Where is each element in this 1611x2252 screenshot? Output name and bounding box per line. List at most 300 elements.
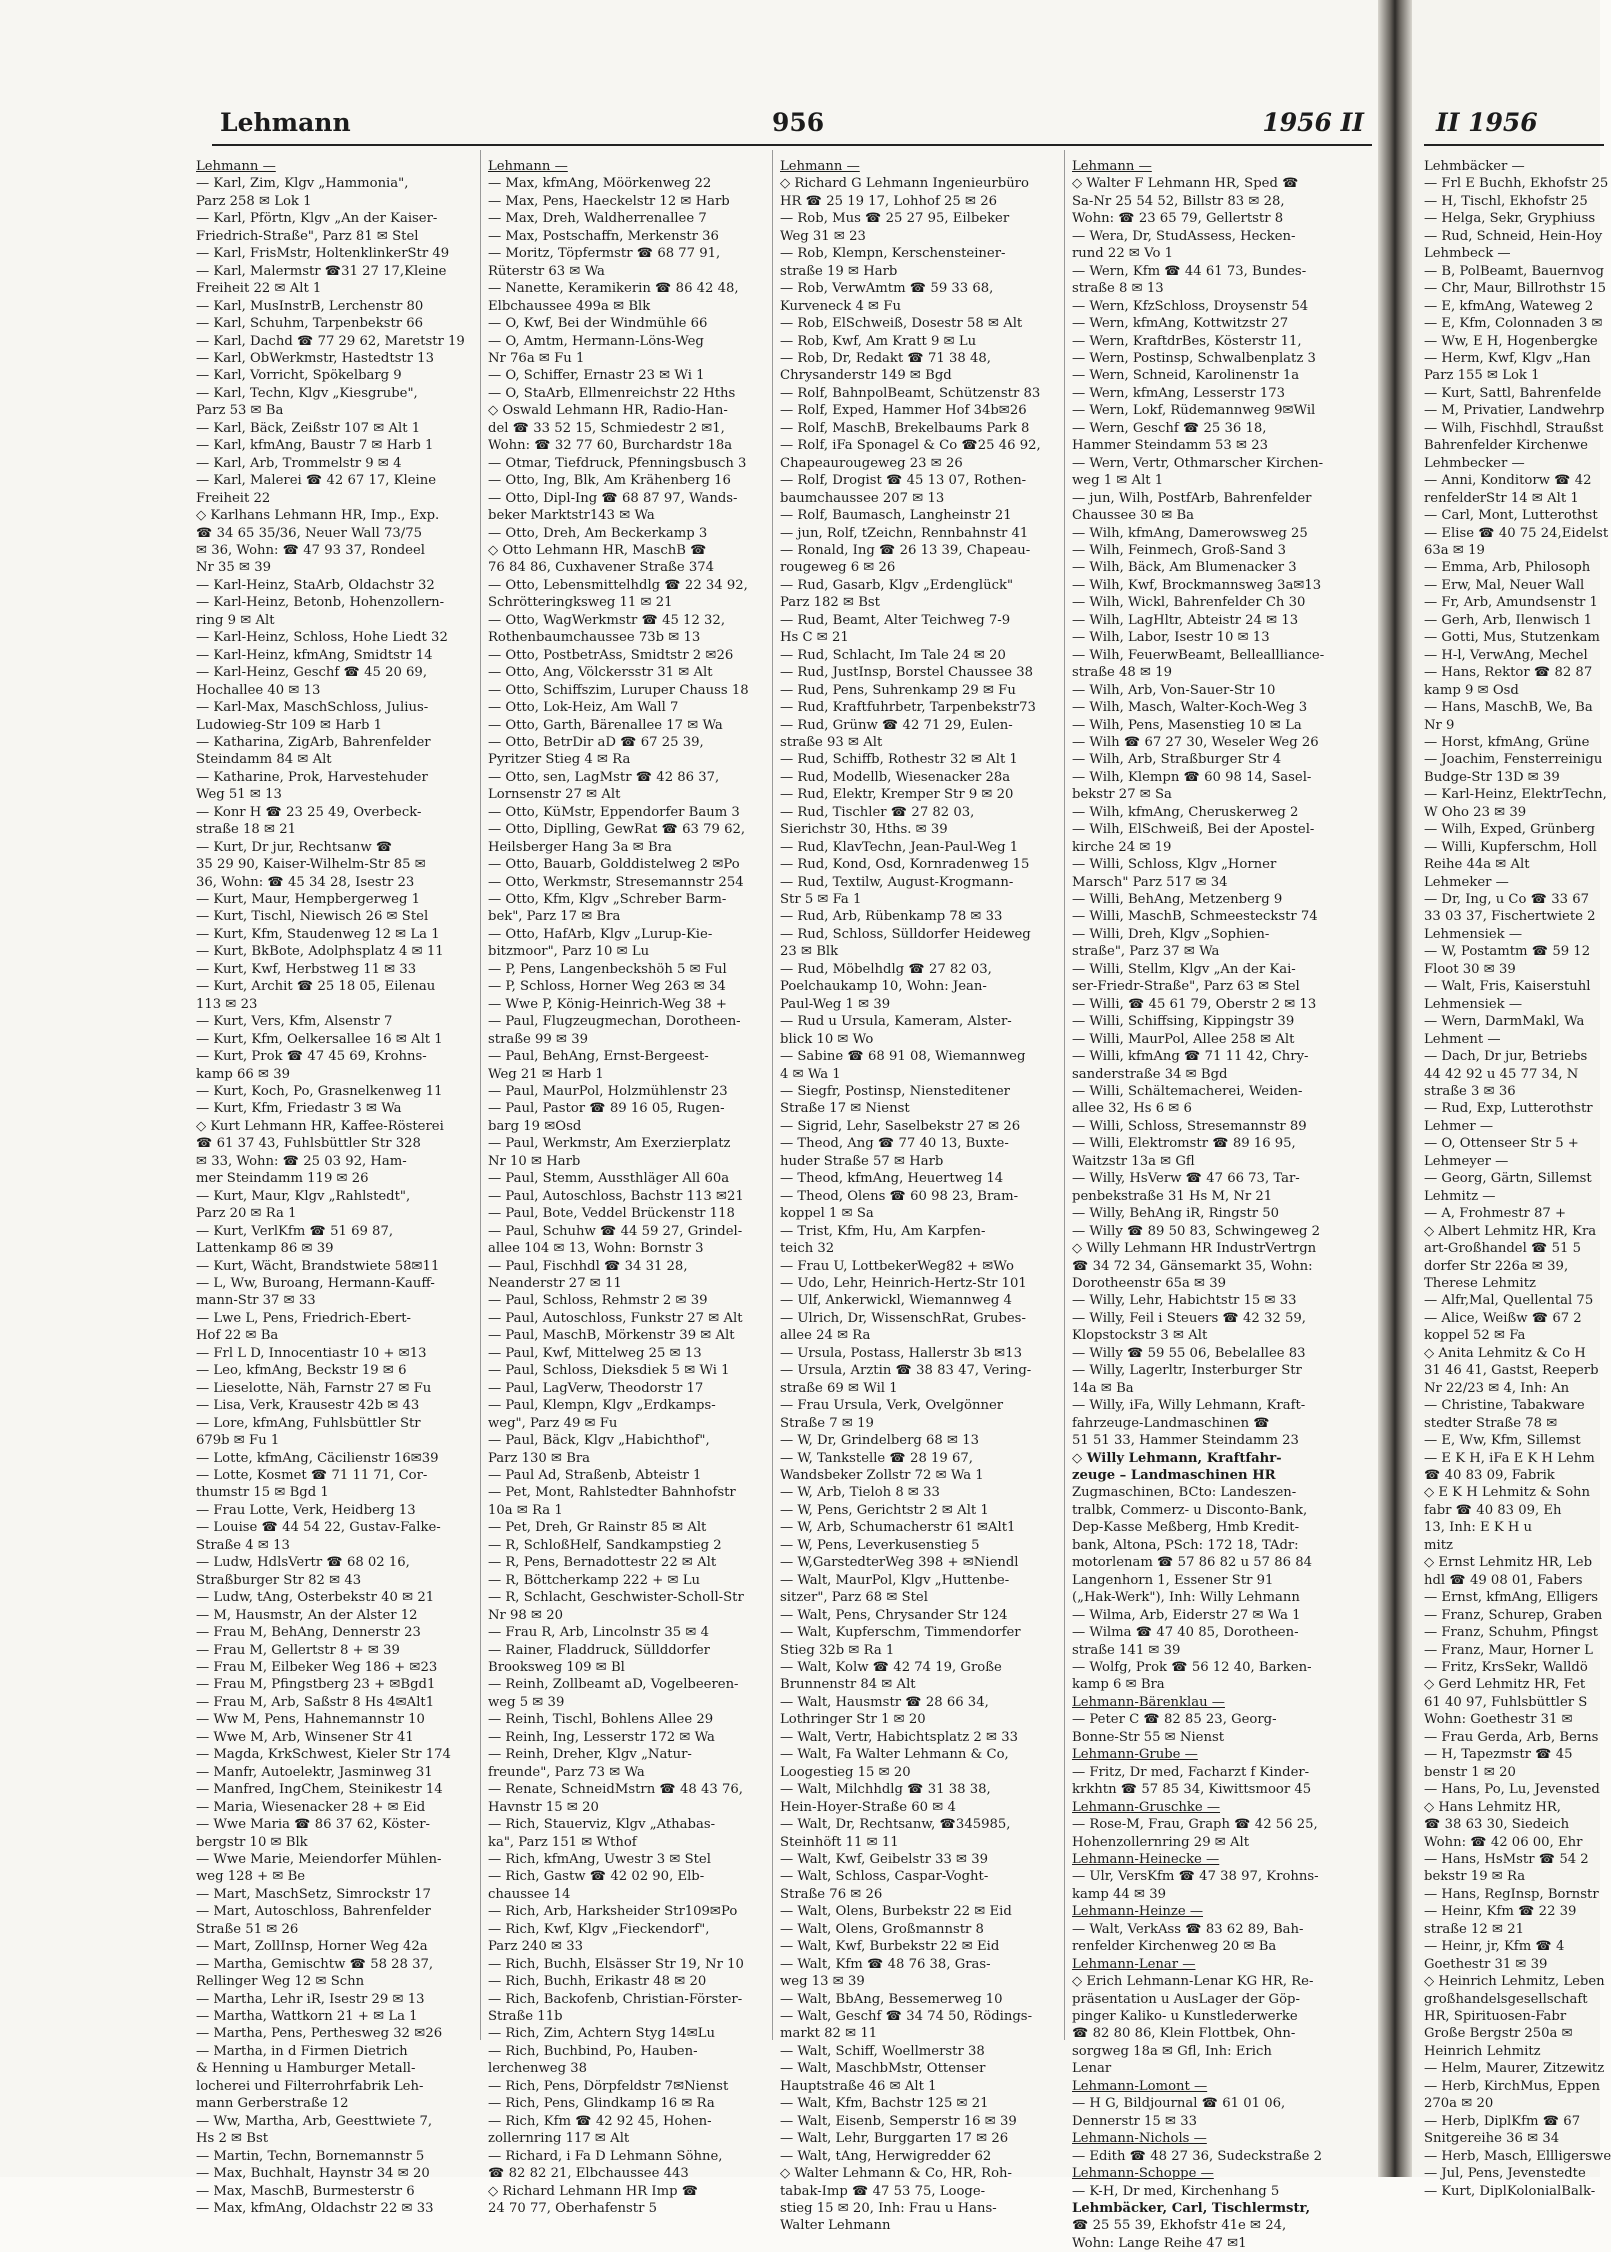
directory-entry-line: Hauptstraße 46 ✉ Alt 1: [780, 2078, 937, 2094]
directory-entry-line: — Rolf, Exped, Hammer Hof 34b✉26: [780, 403, 1027, 419]
directory-entry-line: — Fr, Arb, Amundsenstr 1: [1424, 595, 1598, 611]
directory-entry-line: — Kurt, Vers, Kfm, Alsenstr 7: [196, 1014, 393, 1030]
directory-entry-line: — Paul, Autoschloss, Bachstr 113 ✉21: [488, 1188, 744, 1204]
directory-entry-line: — Walt, Eisenb, Semperstr 16 ✉ 39: [780, 2113, 1017, 2129]
directory-entry-line: — Alice, Weißw ☎ 67 2: [1424, 1310, 1582, 1326]
directory-entry-line: — Manfred, IngChem, Steinikestr 14: [196, 1782, 443, 1798]
directory-entry-line: — Kurt, VerlKfm ☎ 51 69 87,: [196, 1223, 394, 1239]
directory-entry-line: teich 32: [780, 1241, 835, 1257]
directory-entry-line: — H, Tapezmstr ☎ 45: [1424, 1747, 1573, 1763]
directory-entry-line: Lehmann-Schoppe —: [1072, 2166, 1214, 2182]
directory-entry-line: — Willy, Lehr, Habichtstr 15 ✉ 33: [1072, 1293, 1297, 1309]
directory-entry-line: — Reinh, Ing, Lesserstr 172 ✉ Wa: [488, 1729, 715, 1745]
directory-entry-line: — Rud, Schneid, Hein-Hoy: [1424, 228, 1603, 244]
directory-entry-line: blick 10 ✉ Wo: [780, 1031, 874, 1047]
directory-entry-line: Lehmbeck —: [1424, 246, 1511, 262]
directory-entry-line: — Fritz, KrsSekr, Walldö: [1424, 1659, 1588, 1675]
directory-entry-line: — Herm, Kwf, Klgv „Han: [1424, 350, 1591, 366]
directory-entry-line: Lehmitz —: [1424, 1188, 1496, 1204]
directory-entry-line: Chrysanderstr 149 ✉ Bgd: [780, 368, 952, 384]
directory-entry-line: Wohn: ☎ 32 77 60, Burchardstr 18a: [488, 438, 733, 454]
directory-entry-line: — Willi, Schältemacherei, Weiden-: [1072, 1084, 1303, 1100]
directory-entry-line: tabak-Imp ☎ 47 53 75, Looge-: [780, 2183, 986, 2199]
directory-entry-line: stedter Straße 78 ✉: [1424, 1415, 1558, 1431]
directory-entry-line: sanderstraße 34 ✉ Bgd: [1072, 1066, 1228, 1082]
directory-entry-line: straße 8 ✉ 13: [1072, 281, 1164, 297]
directory-entry-line: — Manfr, Autoelektr, Jasminweg 31: [196, 1764, 433, 1780]
directory-entry-line: — E K H, iFa E K H Lehm: [1424, 1450, 1595, 1466]
directory-entry-line: Lenar: [1072, 2061, 1112, 2077]
directory-entry-line: — jun, Rolf, tZeichn, Rennbahnstr 41: [780, 525, 1029, 541]
directory-entry-line: — Rud, Arb, Rübenkamp 78 ✉ 33: [780, 909, 1003, 925]
directory-entry-line: — Paul Ad, Straßenb, Abteistr 1: [488, 1467, 702, 1483]
directory-entry-line: baumchaussee 207 ✉ 13: [780, 490, 945, 506]
directory-entry-line: — Willy ☎ 59 55 06, Bebelallee 83: [1072, 1345, 1306, 1361]
directory-entry-line: — Theod, Ang ☎ 77 40 13, Buxte-: [780, 1136, 1009, 1152]
directory-entry-line: — Willy ☎ 89 50 83, Schwingeweg 2: [1072, 1223, 1320, 1239]
directory-entry-line: Havnstr 15 ✉ 20: [488, 1799, 599, 1815]
directory-entry-line: 51 51 33, Hammer Steindamm 23: [1072, 1433, 1299, 1449]
directory-entry-line: — Franz, Schuhm, Pfingst: [1424, 1625, 1598, 1641]
directory-entry-line: Budge-Str 13D ✉ 39: [1424, 769, 1560, 785]
directory-entry-line: — Rolf, MaschB, Brekelbaums Park 8: [780, 420, 1030, 436]
directory-entry-line: Wohn: ☎ 42 06 00, Ehr: [1424, 1834, 1583, 1850]
directory-entry-line: — Karl, Pförtn, Klgv „An der Kaiser-: [196, 211, 438, 227]
directory-entry-line: — Paul, Schloss, Rehmstr 2 ✉ 39: [488, 1293, 708, 1309]
directory-entry-line: Hohenzollernring 29 ✉ Alt: [1072, 1834, 1250, 1850]
directory-entry-line: ◇ Gerd Lehmitz HR, Fet: [1424, 1677, 1586, 1693]
directory-entry-line: — Rolf, Drogist ☎ 45 13 07, Rothen-: [780, 473, 1027, 489]
column-divider: [480, 150, 481, 2040]
directory-entry-line: — Rich, Zim, Achtern Styg 14✉Lu: [488, 2026, 716, 2042]
directory-entry-line: — Frl L D, Innocentiastr 10 + ✉13: [196, 1345, 427, 1361]
directory-entry-line: mann Gerberstraße 12: [196, 2096, 349, 2112]
directory-entry-line: — Max, kfmAng, Oldachstr 22 ✉ 33: [196, 2201, 434, 2217]
directory-entry-line: Str 5 ✉ Fa 1: [780, 892, 862, 908]
directory-entry-line: Freiheit 22 ✉ Alt 1: [196, 281, 322, 297]
directory-entry-line: — Theod, Olens ☎ 60 98 23, Bram-: [780, 1188, 1019, 1204]
directory-entry-line: — Karl, Malerei ☎ 42 67 17, Kleine: [196, 473, 437, 489]
directory-entry-line: — O, Ottenseer Str 5 +: [1424, 1136, 1579, 1152]
directory-entry-line: — Rich, Stauerviz, Klgv „Athabas-: [488, 1817, 716, 1833]
directory-entry-line: Hs 2 ✉ Bst: [196, 2131, 269, 2147]
directory-entry-line: Hof 22 ✉ Ba: [196, 1328, 279, 1344]
directory-entry-line: — Wern, KfzSchloss, Droysenstr 54: [1072, 298, 1309, 314]
directory-entry-line: — Rob, Kwf, Am Kratt 9 ✉ Lu: [780, 333, 977, 349]
directory-entry-line: — Ernst, kfmAng, Elligers: [1424, 1590, 1599, 1606]
directory-entry-line: — Ww, Martha, Arb, Geesttwiete 7,: [196, 2113, 433, 2129]
directory-entry-line: — Kurt, Tischl, Niewisch 26 ✉ Stel: [196, 909, 429, 925]
directory-entry-line: lerchenweg 38: [488, 2061, 588, 2077]
directory-entry-line: stieg 15 ✉ 20, Inh: Frau u Hans-: [780, 2201, 997, 2217]
directory-entry-line: Heilsberger Hang 3a ✉ Bra: [488, 839, 672, 855]
directory-entry-line: 35 29 90, Kaiser-Wilhelm-Str 85 ✉: [196, 857, 426, 873]
directory-entry-line: Schrötteringksweg 11 ✉ 21: [488, 595, 673, 611]
directory-entry-line: — Rich, Buchh, Elsässer Str 19, Nr 10: [488, 1956, 744, 1972]
directory-entry-line: — W, Tankstelle ☎ 28 19 67,: [780, 1450, 973, 1466]
directory-entry-line: koppel 1 ✉ Sa: [780, 1206, 874, 1222]
directory-entry-line: — Willy, HsVerw ☎ 47 66 73, Tar-: [1072, 1171, 1300, 1187]
directory-entry-line: huder Straße 57 ✉ Harb: [780, 1153, 944, 1169]
directory-entry-line: Bahrenfelder Kirchenwe: [1424, 438, 1588, 454]
directory-entry-line: Freiheit 22: [196, 490, 271, 506]
directory-entry-line: — Wern, Kfm ☎ 44 61 73, Bundes-: [1072, 263, 1307, 279]
directory-entry-line: straße 141 ✉ 39: [1072, 1642, 1181, 1658]
directory-entry-line: — Max, MaschB, Burmesterstr 6: [196, 2183, 415, 2199]
directory-entry-line: — Karl, FrisMstr, HoltenklinkerStr 49: [196, 246, 450, 262]
directory-entry-line: — Kurt, Maur, Klgv „Rahlstedt",: [196, 1188, 411, 1204]
directory-column-3: [780, 158, 1058, 2235]
directory-entry-line: Lehmann —: [196, 159, 276, 174]
directory-entry-line: — Wilma, Arb, Eiderstr 27 ✉ Wa 1: [1072, 1607, 1301, 1623]
directory-entry-line: kamp 9 ✉ Osd: [1424, 682, 1519, 698]
directory-entry-line: ✉ 36, Wohn: ☎ 47 93 37, Rondeel: [196, 542, 425, 558]
directory-entry-line: — Nanette, Keramikerin ☎ 86 42 48,: [488, 281, 739, 297]
directory-entry-line: Paul-Weg 1 ✉ 39: [780, 996, 891, 1012]
directory-entry-line: weg", Parz 49 ✉ Fu: [488, 1415, 618, 1431]
directory-entry-line: — Rich, Kwf, Klgv „Fieckendorf",: [488, 1921, 710, 1937]
directory-entry-line: — Ww, E H, Hogenbergke: [1424, 333, 1598, 349]
directory-entry-line: — Rud, JustInsp, Borstel Chaussee 38: [780, 665, 1034, 681]
directory-entry-line: — Wilh, Feinmech, Groß-Sand 3: [1072, 542, 1286, 558]
directory-entry-line: ☎ 38 63 30, Siedeich: [1424, 1817, 1570, 1833]
directory-entry-line: Lehmbäcker, Carl, Tischlermstr,: [1072, 2201, 1311, 2217]
directory-entry-line: — Paul, Bote, Veddel Brückenstr 118: [488, 1206, 735, 1222]
directory-entry-line: bekstr 27 ✉ Sa: [1072, 787, 1172, 803]
directory-entry-line: — Rob, VerwAmtm ☎ 59 33 68,: [780, 281, 994, 297]
directory-entry-line: — Wwe Marie, Meiendorfer Mühlen-: [196, 1851, 442, 1867]
directory-entry-line: Marsch" Parz 517 ✉ 34: [1072, 874, 1228, 890]
directory-entry-line: Dorotheenstr 65a ✉ 39: [1072, 1276, 1227, 1291]
directory-entry-line: Straße 7 ✉ 19: [780, 1415, 874, 1431]
directory-entry-line: — Wern, Lokf, Rüdemannweg 9✉Wil: [1072, 403, 1316, 419]
directory-entry-line: — Karl-Heinz, StaArb, Oldachstr 32: [196, 577, 435, 593]
directory-entry-line: — Rich, kfmAng, Uwestr 3 ✉ Stel: [488, 1851, 711, 1867]
directory-entry-line: — Karl-Heinz, Betonb, Hohenzollern-: [196, 595, 445, 611]
directory-entry-line: Lehmann-Lenar —: [1072, 1956, 1196, 1972]
directory-entry-line: Parz 182 ✉ Bst: [780, 595, 880, 611]
directory-entry-line: zollernring 117 ✉ Alt: [488, 2131, 630, 2147]
directory-entry-line: — Lotte, Kosmet ☎ 71 11 71, Cor-: [196, 1467, 428, 1483]
directory-entry-line: — Rich, Pens, Glindkamp 16 ✉ Ra: [488, 2096, 715, 2112]
directory-entry-line: — Kurt, Koch, Po, Grasnelkenweg 11: [196, 1084, 443, 1100]
directory-entry-line: ◇ Kurt Lehmann HR, Kaffee-Rösterei: [196, 1118, 444, 1134]
directory-entry-line: — Wilh, Klempn ☎ 60 98 14, Sasel-: [1072, 769, 1312, 785]
directory-entry-line: — Willi, Dreh, Klgv „Sophien-: [1072, 926, 1270, 942]
directory-entry-line: — H-l, VerwAng, Mechel: [1424, 647, 1588, 663]
directory-entry-line: — Walt, Kupferschm, Timmendorfer: [780, 1625, 1021, 1641]
directory-entry-line: — Rose-M, Frau, Graph ☎ 42 56 25,: [1072, 1817, 1318, 1833]
directory-entry-line: — H, Tischl, Ekhofstr 25: [1424, 193, 1588, 209]
directory-entry-line: 14a ✉ Ba: [1072, 1380, 1134, 1396]
directory-entry-line: — Walt, Olens, Großmannstr 8: [780, 1921, 984, 1937]
directory-entry-line: Reihe 44a ✉ Alt: [1424, 857, 1530, 873]
directory-entry-line: — Paul, BehAng, Ernst-Bergeest-: [488, 1049, 709, 1065]
page-header: [212, 106, 1372, 146]
directory-entry-line: Chaussee 30 ✉ Ba: [1072, 508, 1195, 524]
directory-entry-line: 4 ✉ Wa 1: [780, 1066, 841, 1082]
directory-entry-line: locherei und Filterrohrfabrik Leh-: [196, 2078, 424, 2094]
directory-entry-line: Therese Lehmitz: [1424, 1276, 1536, 1291]
directory-entry-line: — Jul, Pens, Jevenstedte: [1424, 2166, 1586, 2182]
directory-entry-line: — Otto, WagWerkmstr ☎ 45 12 32,: [488, 612, 726, 628]
directory-entry-line: bergstr 10 ✉ Blk: [196, 1834, 308, 1850]
directory-entry-line: — Wilh, Masch, Walter-Koch-Weg 3: [1072, 700, 1308, 716]
directory-entry-line: — Kurt, Kfm, Friedastr 3 ✉ Wa: [196, 1101, 402, 1117]
directory-entry-line: ☎ 25 55 39, Ekhofstr 41e ✉ 24,: [1072, 2218, 1287, 2234]
directory-entry-line: — Peter C ☎ 82 85 23, Georg-: [1072, 1712, 1277, 1728]
directory-entry-line: allee 32, Hs 6 ✉ 6: [1072, 1101, 1192, 1117]
directory-entry-line: — R, Pens, Bernadottestr 22 ✉ Alt: [488, 1555, 717, 1571]
directory-entry-line: — Sabine ☎ 68 91 08, Wiemannweg: [780, 1049, 1026, 1065]
directory-entry-line: ◇ Willy Lehmann, Kraftfahr-: [1072, 1450, 1282, 1466]
directory-entry-line: — Paul, Kwf, Mittelweg 25 ✉ 13: [488, 1345, 702, 1361]
directory-entry-line: — R, Böttcherkamp 222 + ✉ Lu: [488, 1572, 700, 1588]
directory-entry-line: — P, Schloss, Horner Weg 263 ✉ 34: [488, 979, 726, 995]
directory-entry-line: — Rud, Kraftfuhrbetr, Tarpenbekstr73: [780, 700, 1036, 716]
directory-entry-line: — Otto, Dipl-Ing ☎ 68 87 97, Wands-: [488, 490, 738, 506]
directory-entry-line: Dep-Kasse Meßberg, Hmb Kredit-: [1072, 1520, 1300, 1536]
directory-entry-line: 679b ✉ Fu 1: [196, 1433, 280, 1449]
directory-entry-line: Langenhorn 1, Essener Str 91: [1072, 1572, 1274, 1588]
directory-entry-line: ◇ Ernst Lehmitz HR, Leb: [1424, 1555, 1593, 1571]
directory-entry-line: Weg 31 ✉ 23: [780, 228, 866, 244]
directory-entry-line: Lehmensiek —: [1424, 926, 1523, 942]
directory-entry-line: — Ulrich, Dr, WissenschRat, Grubes-: [780, 1310, 1026, 1326]
directory-entry-line: ☎ 82 82 21, Elbchaussee 443: [488, 2166, 689, 2182]
directory-entry-line: — Herb, Masch, Ellligerswe: [1424, 2148, 1611, 2164]
directory-entry-line: Hs C ✉ 21: [780, 630, 849, 646]
directory-entry-line: Zugmaschinen, BCto: Landeszen-: [1072, 1485, 1297, 1501]
directory-entry-line: — Willi, Schloss, Stresemannstr 89: [1072, 1118, 1307, 1134]
directory-entry-line: — Wilh, Labor, Isestr 10 ✉ 13: [1072, 630, 1270, 646]
directory-entry-line: Wohn: Lange Reihe 47 ✉1: [1072, 2235, 1247, 2251]
directory-entry-line: — Rud, Pens, Suhrenkamp 29 ✉ Fu: [780, 682, 1016, 698]
directory-entry-line: — Rud, Beamt, Alter Teichweg 7-9: [780, 612, 1011, 628]
directory-entry-line: — Otto, Lebensmittelhdlg ☎ 22 34 92,: [488, 577, 748, 593]
directory-entry-line: — Mart, MaschSetz, Simrockstr 17: [196, 1886, 431, 1902]
directory-entry-line: — Walt, VerkAss ☎ 83 62 89, Bah-: [1072, 1921, 1304, 1937]
directory-entry-line: ◇ Karlhans Lehmann HR, Imp., Exp.: [196, 508, 440, 524]
directory-entry-line: Kurveneck 4 ✉ Fu: [780, 298, 901, 314]
directory-entry-line: ka", Parz 151 ✉ Wthof: [488, 1834, 637, 1850]
directory-entry-line: — E, Ww, Kfm, Sillemst: [1424, 1433, 1581, 1449]
directory-entry-line: — Willi, MaurPol, Allee 258 ✉ Alt: [1072, 1031, 1295, 1047]
directory-entry-line: — Christine, Tabakware: [1424, 1398, 1585, 1414]
directory-entry-line: — Rud, Schiffb, Rothestr 32 ✉ Alt 1: [780, 752, 1018, 768]
directory-entry-line: — Chr, Maur, Billrothstr 15: [1424, 281, 1607, 297]
directory-entry-line: — O, Schiffer, Ernastr 23 ✉ Wi 1: [488, 368, 705, 384]
directory-entry-line: Brunnenstr 84 ✉ Alt: [780, 1677, 916, 1693]
directory-entry-line: — Paul, Flugzeugmechan, Dorotheen-: [488, 1014, 741, 1030]
directory-entry-line: — Otmar, Tiefdruck, Pfenningsbusch 3: [488, 455, 747, 471]
directory-entry-line: — Wilh, kfmAng, Cheruskerweg 2: [1072, 804, 1299, 820]
directory-entry-line: straße 12 ✉ 21: [1424, 1921, 1525, 1937]
directory-entry-line: Pyritzer Stieg 4 ✉ Ra: [488, 752, 631, 768]
directory-entry-line: — Gotti, Mus, Stutzenkam: [1424, 630, 1600, 646]
directory-column-2: [488, 158, 766, 2217]
directory-entry-line: zeuge – Landmaschinen HR: [1072, 1467, 1276, 1483]
directory-entry-line: Große Bergstr 250a ✉: [1424, 2026, 1573, 2042]
directory-entry-line: Lehmeker —: [1424, 874, 1509, 890]
directory-entry-line: — Walt, MaschbMstr, Ottenser: [780, 2061, 986, 2077]
directory-entry-line: — M, Hausmstr, An der Alster 12: [196, 1607, 418, 1623]
directory-entry-line: ☎ 34 65 35/36, Neuer Wall 73/75: [196, 525, 422, 541]
directory-entry-line: — Herb, DiplKfm ☎ 67: [1424, 2113, 1581, 2129]
directory-entry-line: — Karl, Malermstr ☎31 27 17,Kleine: [196, 263, 447, 279]
directory-entry-line: Straßburger Str 82 ✉ 43: [196, 1572, 362, 1588]
directory-entry-line: Floot 30 ✉ 39: [1424, 961, 1516, 977]
directory-entry-line: Walter Lehmann: [780, 2218, 891, 2234]
directory-entry-line: — Moritz, Töpfermstr ☎ 68 77 91,: [488, 246, 721, 262]
directory-entry-line: — Max, kfmAng, Möörkenweg 22: [488, 176, 712, 192]
directory-entry-line: krkhtn ☎ 57 85 34, Kiwittsmoor 45: [1072, 1782, 1312, 1798]
directory-entry-line: Nr 98 ✉ 20: [488, 1607, 564, 1623]
directory-entry-line: — Franz, Schurep, Graben: [1424, 1607, 1603, 1623]
directory-entry-line: — W, Postamtm ☎ 59 12: [1424, 944, 1591, 960]
directory-entry-line: ☎ 82 80 86, Klein Flottbek, Ohn-: [1072, 2026, 1296, 2042]
directory-entry-line: — Martin, Techn, Bornemannstr 5: [196, 2148, 425, 2164]
directory-entry-line: fabr ☎ 40 83 09, Eh: [1424, 1502, 1562, 1518]
directory-entry-line: Lehmann-Grube —: [1072, 1747, 1198, 1763]
directory-entry-line: HR ☎ 25 19 17, Lohhof 25 ✉ 26: [780, 193, 998, 209]
directory-entry-line: mitz: [1424, 1537, 1453, 1553]
directory-entry-line: — Wilh, Pens, Masenstieg 10 ✉ La: [1072, 717, 1302, 733]
directory-entry-line: fahrzeuge-Landmaschinen ☎: [1072, 1415, 1270, 1431]
directory-entry-line: — Rud, Grünw ☎ 42 71 29, Eulen-: [780, 717, 1013, 733]
directory-entry-line: — Paul, MaschB, Mörkenstr 39 ✉ Alt: [488, 1328, 735, 1344]
directory-entry-line: — Willy, iFa, Willy Lehmann, Kraft-: [1072, 1398, 1306, 1414]
directory-entry-line: Lehmann-Heinecke —: [1072, 1851, 1220, 1867]
directory-entry-line: — Kurt, Maur, Hempbergerweg 1: [196, 892, 420, 908]
directory-entry-line: — Rolf, iFa Sponagel & Co ☎25 46 92,: [780, 438, 1041, 454]
directory-entry-line: — Walt, Dr, Rechtsanw, ☎345985,: [780, 1817, 1011, 1833]
directory-entry-line: — Louise ☎ 44 54 22, Gustav-Falke-: [196, 1520, 441, 1536]
right-page-header: [1424, 106, 1604, 146]
directory-entry-line: Lattenkamp 86 ✉ 39: [196, 1241, 334, 1257]
directory-entry-line: — Wern, Schneid, Karolinenstr 1a: [1072, 368, 1300, 384]
directory-entry-line: — Rich, Pens, Dörpfeldstr 7✉Nienst: [488, 2078, 729, 2094]
directory-entry-line: Parz 20 ✉ Ra 1: [196, 1206, 297, 1222]
directory-entry-line: — A, Frohmestr 87 +: [1424, 1206, 1567, 1222]
directory-entry-line: — Walt, Hausmstr ☎ 28 66 34,: [780, 1694, 989, 1710]
directory-entry-line: — Lore, kfmAng, Fuhlsbüttler Str: [196, 1415, 421, 1431]
directory-entry-line: — Karl, Dachd ☎ 77 29 62, Maretstr 19: [196, 333, 465, 349]
directory-entry-line: Lehmann-Lomont —: [1072, 2078, 1208, 2094]
directory-entry-line: Parz 240 ✉ 33: [488, 1939, 583, 1955]
directory-entry-line: Lehmann —: [488, 159, 568, 174]
directory-entry-line: — Pet, Mont, Rahlstedter Bahnhofstr: [488, 1485, 736, 1501]
directory-entry-line: — Wwe M, Arb, Winsener Str 41: [196, 1729, 414, 1745]
directory-entry-line: — Frau U, LottbekerWeg82 + ✉Wo: [780, 1258, 1014, 1274]
directory-entry-line: freunde", Parz 73 ✉ Wa: [488, 1764, 645, 1780]
directory-entry-line: — Anni, Konditorw ☎ 42: [1424, 473, 1592, 489]
directory-entry-line: — Otto, Werkmstr, Stresemannstr 254: [488, 874, 744, 890]
directory-entry-line: Nr 22/23 ✉ 4, Inh: An: [1424, 1380, 1570, 1396]
directory-entry-line: — Rud, Exp, Lutterothstr: [1424, 1101, 1593, 1117]
directory-entry-line: Lehmann —: [1072, 159, 1152, 174]
directory-entry-line: — Hans, RegInsp, Bornstr: [1424, 1886, 1599, 1902]
directory-entry-line: Straße 51 ✉ 26: [196, 1921, 299, 1937]
directory-entry-line: — Siegfr, Postinsp, Niensteditener: [780, 1084, 1010, 1100]
directory-entry-line: — Walt, Vertr, Habichtsplatz 2 ✉ 33: [780, 1729, 1019, 1745]
directory-entry-line: — Wilh, Bäck, Am Blumenacker 3: [1072, 560, 1297, 576]
directory-entry-line: 44 42 92 u 45 77 34, N: [1424, 1066, 1579, 1082]
directory-entry-line: — Karl, MusInstrB, Lerchenstr 80: [196, 298, 424, 314]
directory-entry-line: Chapeaurougeweg 23 ✉ 26: [780, 455, 963, 471]
directory-entry-line: Dennerstr 15 ✉ 33: [1072, 2113, 1198, 2129]
directory-entry-line: — Ww M, Pens, Hahnemannstr 10: [196, 1712, 425, 1728]
directory-entry-line: weg 5 ✉ 39: [488, 1694, 565, 1710]
directory-entry-line: ◇ Walter Lehmann & Co, HR, Roh-: [780, 2166, 1012, 2182]
directory-entry-line: kamp 44 ✉ 39: [1072, 1886, 1166, 1902]
directory-entry-line: Heinrich Lehmitz: [1424, 2043, 1541, 2059]
directory-entry-line: — Karl, Schuhm, Tarpenbekstr 66: [196, 316, 424, 332]
directory-entry-line: — Wilh, Arb, Straßburger Str 4: [1072, 752, 1282, 768]
directory-entry-line: — Otto, BetrDir aD ☎ 67 25 39,: [488, 734, 704, 750]
directory-entry-line: Lehmbecker —: [1424, 455, 1525, 471]
directory-entry-line: — Renate, SchneidMstrn ☎ 48 43 76,: [488, 1782, 743, 1798]
directory-entry-line: — Wern, Postinsp, Schwalbenplatz 3: [1072, 350, 1316, 366]
directory-entry-line: — Max, Dreh, Waldherrenallee 7: [488, 211, 707, 227]
directory-entry-line: — Rud, Kond, Osd, Kornradenweg 15: [780, 857, 1030, 873]
directory-entry-line: — Rich, Gastw ☎ 42 02 90, Elb-: [488, 1869, 705, 1885]
directory-entry-line: beker Marktstr143 ✉ Wa: [488, 508, 655, 524]
header-surname: Lehmann: [220, 108, 351, 137]
directory-entry-line: Wohn: Goethestr 31 ✉: [1424, 1712, 1573, 1728]
directory-entry-line: — Rud, Möbelhdlg ☎ 27 82 03,: [780, 961, 992, 977]
directory-entry-line: 76 84 86, Cuxhavener Straße 374: [488, 560, 715, 576]
directory-entry-line: — Rud, Elektr, Kremper Str 9 ✉ 20: [780, 787, 1014, 803]
directory-entry-line: — Hans, HsMstr ☎ 54 2: [1424, 1851, 1589, 1867]
directory-entry-line: Elbchaussee 499a ✉ Blk: [488, 298, 651, 314]
directory-entry-line: — E, kfmAng, Wateweg 2: [1424, 298, 1594, 314]
directory-entry-line: — Paul, Klempn, Klgv „Erdkamps-: [488, 1398, 716, 1414]
directory-entry-line: — Otto, Dreh, Am Beckerkamp 3: [488, 525, 708, 541]
directory-entry-line: Lehmer —: [1424, 1118, 1494, 1134]
directory-entry-line: Lehmann-Bärenklau —: [1072, 1694, 1225, 1710]
directory-entry-line: — Walt, Kolw ☎ 42 74 19, Große: [780, 1659, 1002, 1675]
directory-entry-line: — Wilh, kfmAng, Damerowsweg 25: [1072, 525, 1308, 541]
directory-entry-line: Goethestr 31 ✉ 39: [1424, 1956, 1548, 1972]
directory-entry-line: — Richard, i Fa D Lehmann Söhne,: [488, 2148, 723, 2164]
directory-entry-line: — Walt, Schloss, Caspar-Voght-: [780, 1869, 989, 1885]
directory-entry-line: — Martha, Gemischtw ☎ 58 28 37,: [196, 1956, 434, 1972]
directory-entry-line: bekstr 19 ✉ Ra: [1424, 1869, 1526, 1885]
directory-entry-line: — Wilh, Kwf, Brockmannsweg 3a✉13: [1072, 577, 1322, 593]
directory-entry-line: rougeweg 6 ✉ 26: [780, 560, 896, 576]
directory-entry-line: mann-Str 37 ✉ 33: [196, 1293, 316, 1309]
directory-entry-line: — Willy, Lagerltr, Insterburger Str: [1072, 1363, 1302, 1379]
directory-entry-line: 61 40 97, Fuhlsbüttler S: [1424, 1694, 1588, 1710]
directory-entry-line: Neanderstr 27 ✉ 11: [488, 1276, 622, 1291]
directory-entry-line: — Frau Gerda, Arb, Berns: [1424, 1729, 1599, 1745]
directory-entry-line: 63a ✉ 19: [1424, 542, 1485, 558]
directory-entry-line: — Wern, DarmMakl, Wa: [1424, 1014, 1585, 1030]
column-divider: [1064, 150, 1065, 2040]
directory-entry-line: — Rich, Kfm ☎ 42 92 45, Hohen-: [488, 2113, 712, 2129]
directory-entry-line: ser-Friedr-Straße", Parz 63 ✉ Stel: [1072, 979, 1300, 995]
directory-entry-line: — Rud, Modellb, Wiesenacker 28a: [780, 769, 1011, 785]
directory-entry-line: — Walt, Milchhdlg ☎ 31 38 38,: [780, 1782, 991, 1798]
directory-entry-line: kamp 6 ✉ Bra: [1072, 1677, 1165, 1693]
directory-entry-line: Parz 155 ✉ Lok 1: [1424, 368, 1540, 384]
directory-entry-line: — Willi, ☎ 45 61 79, Oberstr 2 ✉ 13: [1072, 996, 1317, 1012]
directory-entry-line: — Lwe L, Pens, Friedrich-Ebert-: [196, 1310, 411, 1326]
directory-entry-line: Straße 17 ✉ Nienst: [780, 1101, 910, 1117]
directory-entry-line: — Max, Buchhalt, Haynstr 34 ✉ 20: [196, 2166, 430, 2182]
directory-entry-line: — Rich, Backofenb, Christian-Förster-: [488, 1991, 743, 2007]
